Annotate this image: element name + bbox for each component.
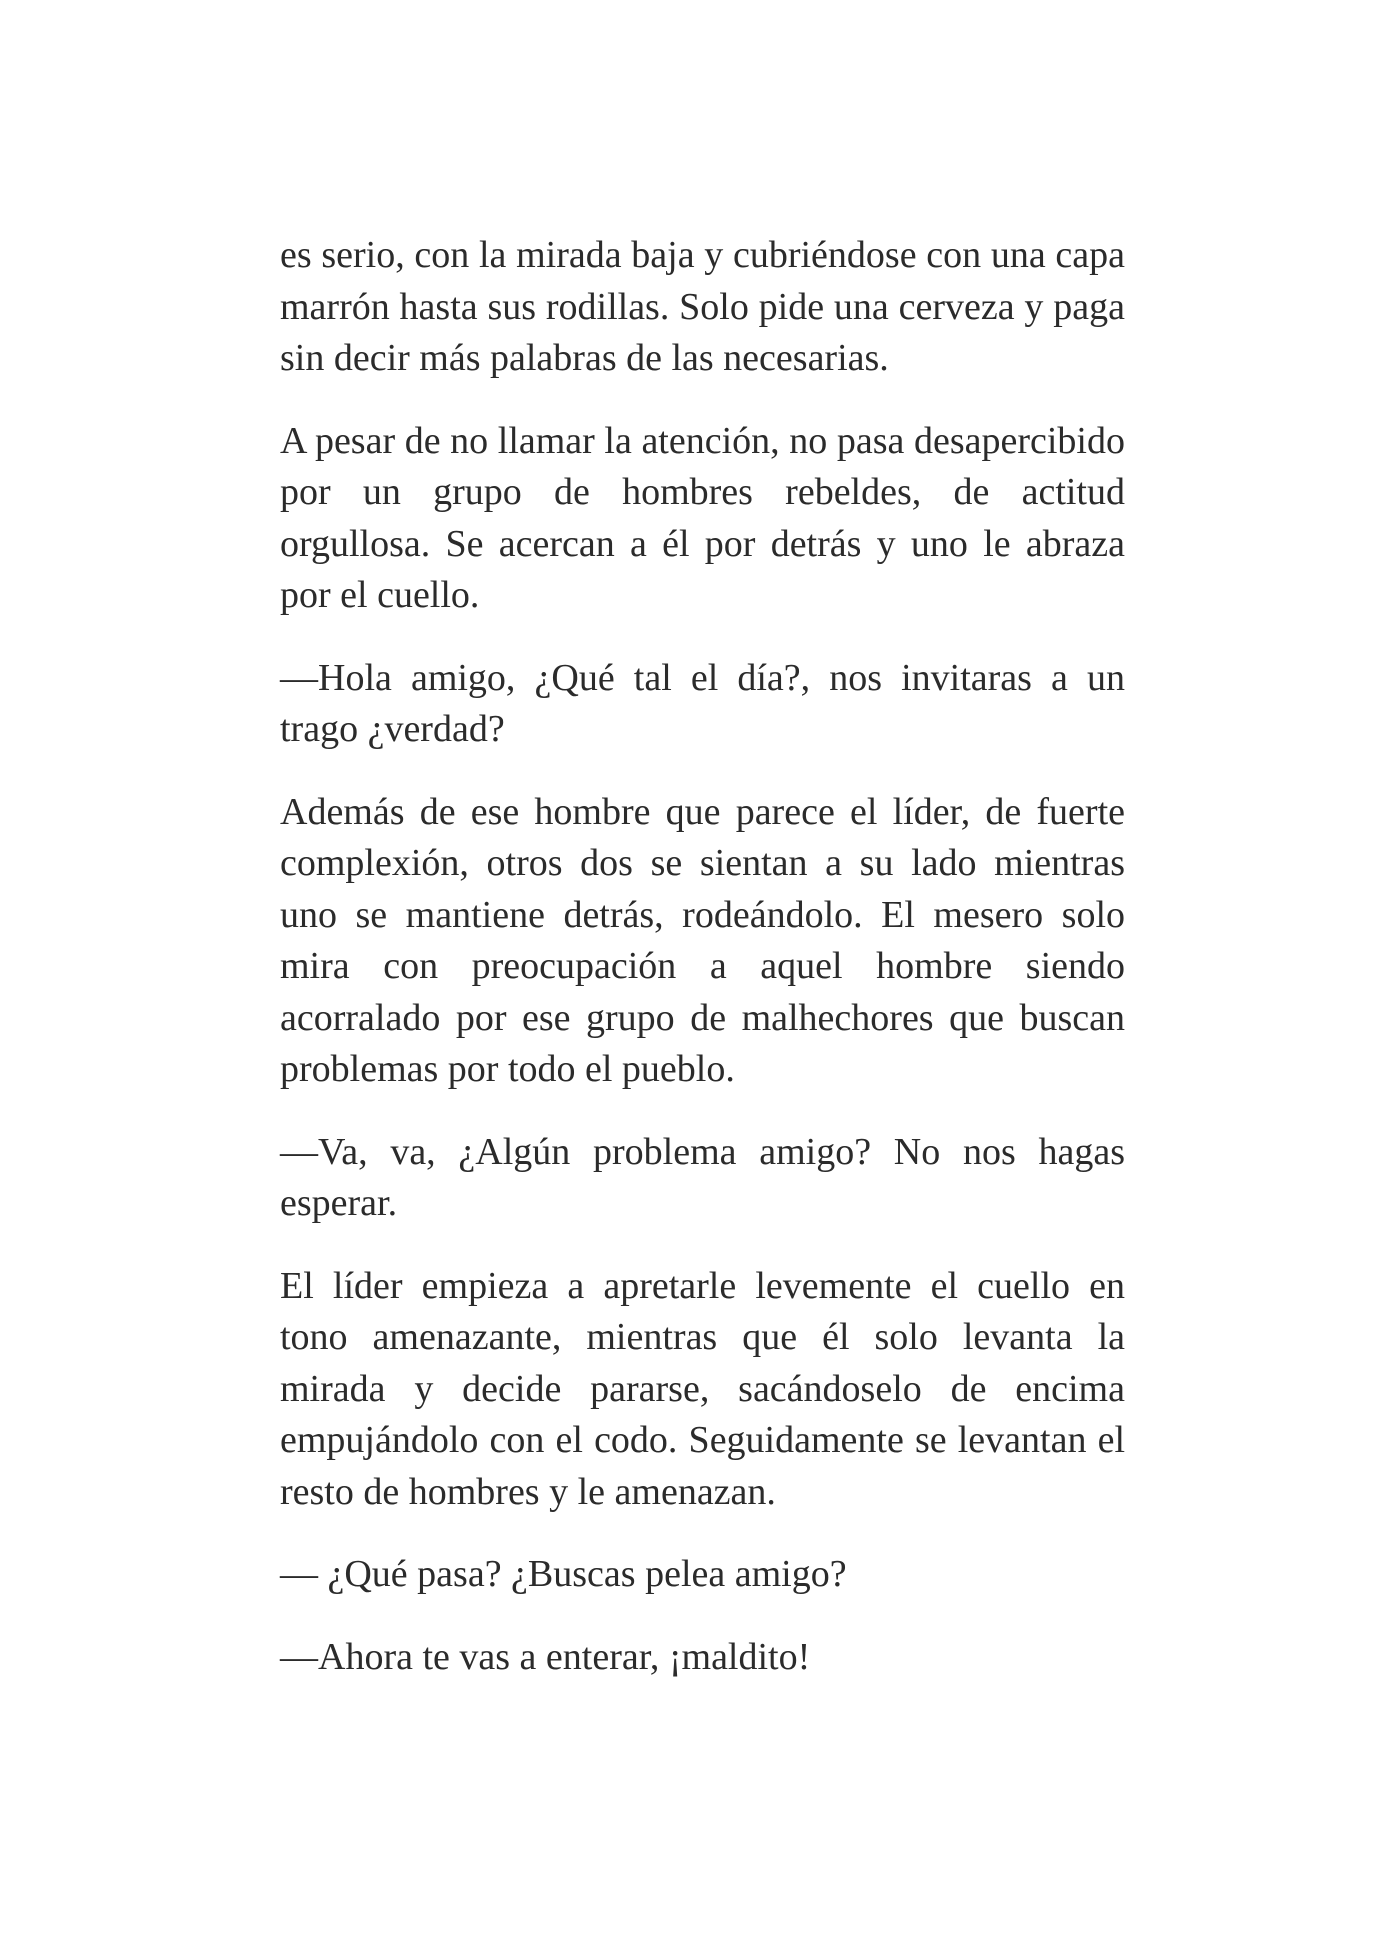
paragraph-1: es serio, con la mirada baja y cubriéndose con una capa marrón hasta sus rodillas. Solo pide una cerveza y paga sin decir más palabras de las necesarias. [280,234,1125,379]
page-body-text [280,230,1125,1683]
paragraph-4: El líder empieza a apretarle levemente el cuello en tono amenazante, mientras que él solo levanta la mirada y decide pararse, sacándoselo de encima empujándolo con el codo. Seguidamente se levantan el resto de hombres y le amenazan. [280,1264,1125,1513]
paragraph-3: Además de ese hombre que parece el líder, de fuerte complexión, otros dos se sientan a su lado mientras uno se mantiene detrás, rodeándolo. El mesero solo mira con preocupación a aquel hombre siendo acorralado por ese grupo de malhechores que buscan problemas por todo el pueblo. [280,790,1125,1090]
dialogue-line-3: — ¿Qué pasa? ¿Buscas pelea amigo? [280,1553,847,1595]
dialogue-line-4: —Ahora te vas a enterar, ¡maldito! [280,1635,811,1678]
paragraph-2: A pesar de no llamar la atención, no pasa desapercibido por un grupo de hombres rebeldes, de actitud orgullosa. Se acercan a él por detrás y uno le abraza por el cuello. [280,419,1125,616]
dialogue-line-2: —Va, va, ¿Algún problema amigo? No nos hagas esperar. [280,1130,1125,1224]
dialogue-line-1: —Hola amigo, ¿Qué tal el día?, nos invitaras a un trago ¿verdad? [280,656,1125,750]
